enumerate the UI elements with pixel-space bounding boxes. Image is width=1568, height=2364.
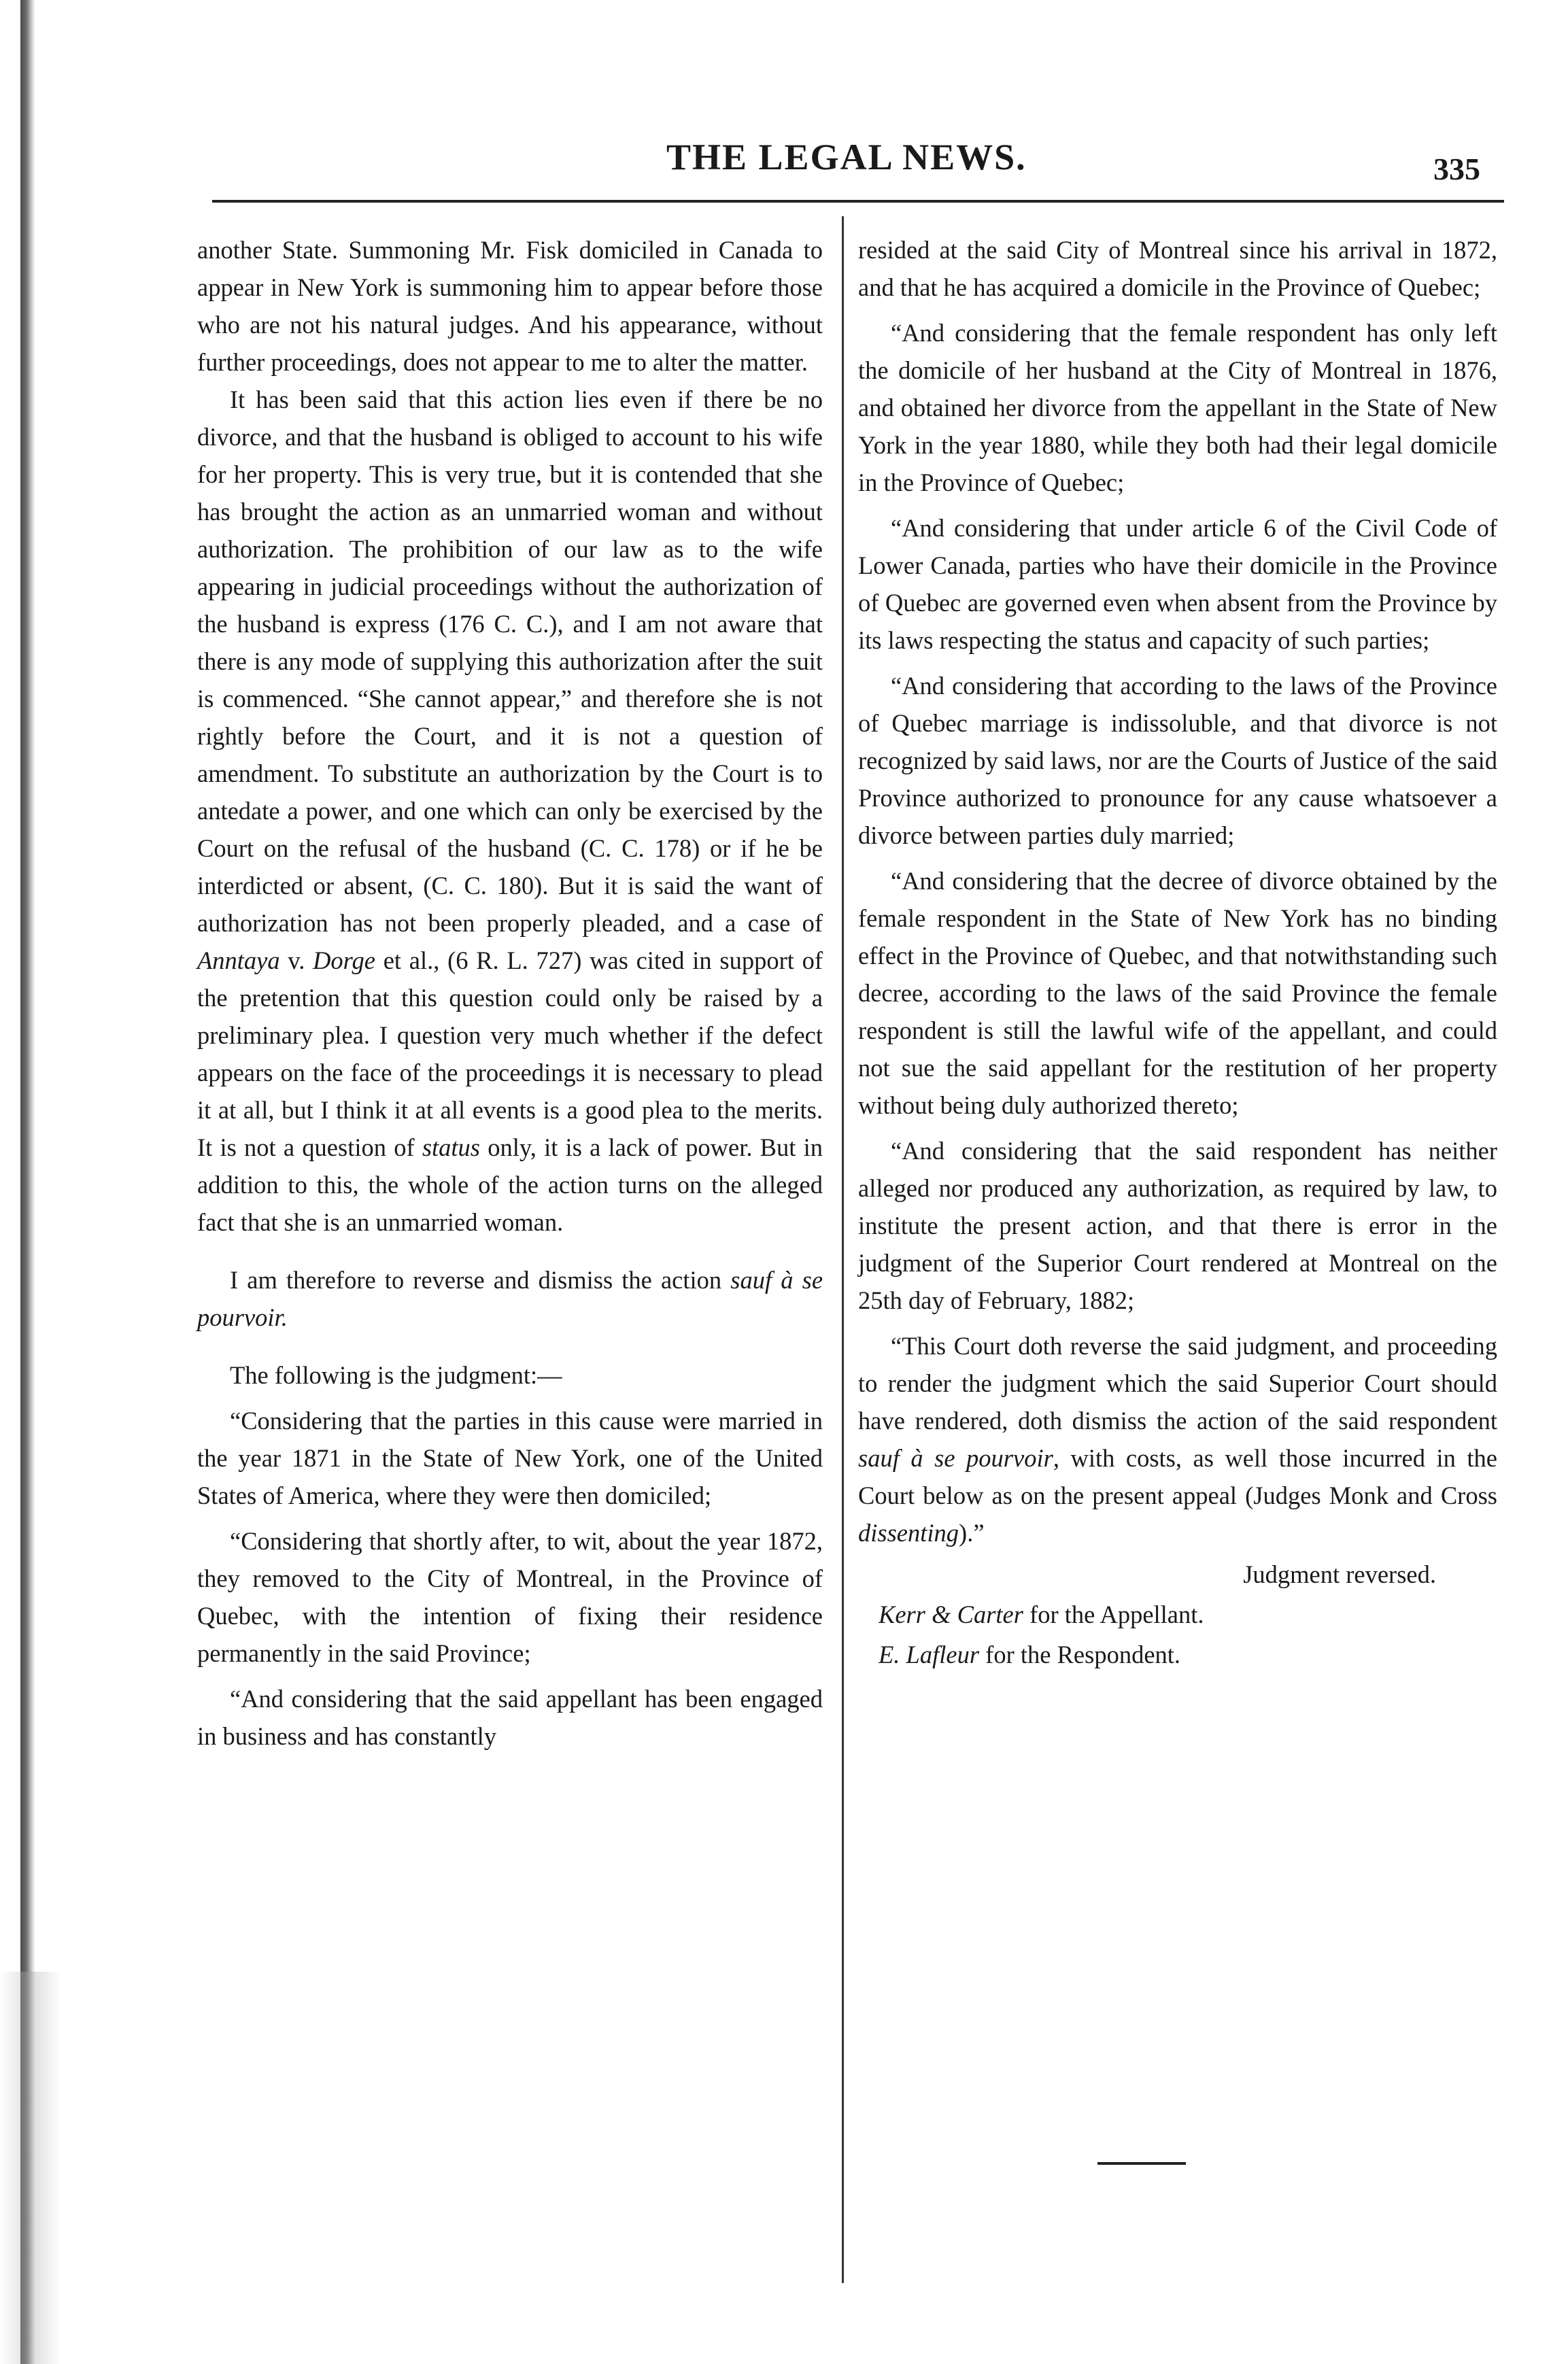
binding-shadow-lower xyxy=(0,1972,61,2364)
text-run: It has been said that this action lies even if there be no divorce, and that the husband is obliged to account to his wife for her property. This is very true, but it is contended that she has brought the action as an unmarried woman and without authorization. The prohibition of our law as to the wife appearing in judicial proceedings without the authorization of the husband is express (176 C. C.), and I am not aware that there is any mode of supplying this authorization after the suit is commenced. “She cannot appear,” and therefore she is not rightly before the Court, and it is not a question of amendment. To substitute an authorization by the Court is to antedate a power, and one which can only be exercised by the Court on the refusal of the husband (C. C. 178) or if he be interdicted or absent, (C. C. 180). But it is said the want of authorization has not been properly pleaded, and a case of xyxy=(197,386,823,937)
counsel-name: E. Lafleur xyxy=(879,1641,980,1668)
paragraph: resided at the said City of Montreal since his arrival in 1872, and that he has acquired a domicile in the Province of Quebec; xyxy=(858,236,1497,301)
case-name: Anntaya xyxy=(197,946,280,974)
italic-term: sauf à se pourvoir xyxy=(858,1444,1053,1472)
text-run: v. xyxy=(279,946,313,974)
paragraph: “And considering that the female respondent has only left the domicile of her husband at the City of Montreal in 1876, and obtained her divorce from the appellant in the State of New York in the year 1880, while they both had their legal domicile in the Province of Quebec; xyxy=(858,319,1497,496)
text-run: only, it is a lack of power. But in addition to this, the whole of the action turns on the alleged fact that she is an unmarried woman. xyxy=(197,1133,823,1236)
paragraph: “And considering that the said appellant has been engaged in business and has constantly xyxy=(197,1685,823,1750)
paragraph xyxy=(858,1327,1497,1552)
counsel-respondent xyxy=(858,1636,1497,1673)
paragraph: “And considering that under article 6 of the Civil Code of Lower Canada, parties who have their domicile in the Province of Quebec are governed even when absent from the Province by its laws respecting the status and capacity of such parties; xyxy=(858,514,1497,654)
left-column xyxy=(197,231,823,1755)
text-run: , with costs, as well those incurred in the Court below as on the present appeal (Judges Monk and Cross xyxy=(858,1444,1497,1509)
italic-term: status xyxy=(422,1133,481,1161)
paragraph: “Considering that shortly after, to wit, about the year 1872, they removed to the City of Montreal, in the Province of Quebec, with the intention of fixing their residence permanently in the said Province; xyxy=(197,1527,823,1667)
text-run: et al., (6 R. L. 727) was cited in support of the pretention that this question could only be raised by a preliminary plea. I question very much whether if the defect appears on the face of the proceedings it is necessary to plead it at all, but I think it at all events is a good plea to the merits. It is not a question of xyxy=(197,946,823,1161)
counsel-role: for the Respondent. xyxy=(979,1641,1181,1668)
judgment-result: Judgment reversed. xyxy=(1243,1560,1436,1588)
column-divider xyxy=(842,216,844,2283)
end-rule xyxy=(1097,2162,1186,2165)
paragraph: another State. Summoning Mr. Fisk domiciled in Canada to appear in New York is summoning him to appear before those who are not his natural judges. And his appearance, without further proceedings, does not appear to me to alter the matter. xyxy=(197,236,823,376)
paragraph: The following is the judgment:— xyxy=(230,1361,562,1389)
header-rule xyxy=(212,200,1504,203)
counsel-appellant xyxy=(858,1596,1497,1633)
paragraph xyxy=(197,1261,823,1336)
text-run: ).” xyxy=(959,1519,985,1547)
italic-term: dissenting xyxy=(858,1519,959,1547)
page-number: 335 xyxy=(1433,152,1480,186)
paragraph: “And considering that the said respondent has neither alleged nor produced any authorization, as required by law, to institute the present action, and that there is error in the judgment of the Superior Court rendered at Montreal on the 25th day of February, 1882; xyxy=(858,1137,1497,1314)
paragraph: “And considering that the decree of divorce obtained by the female respondent in the State of New York has no binding effect in the Province of Quebec, and that notwithstanding such decree, according to the laws of the said Province the female respondent is still the lawful wife of the appellant, and could not sue the said appellant for the restitution of her property without being duly authorized thereto; xyxy=(858,867,1497,1119)
text-run: “This Court doth reverse the said judgment, and proceeding to render the judgment which the said Superior Court should have rendered, doth dismiss the action of the said respondent xyxy=(858,1332,1497,1435)
paragraph xyxy=(197,381,823,1241)
journal-title: THE LEGAL NEWS. xyxy=(666,137,1027,177)
text-run: I am therefore to reverse and dismiss the action xyxy=(230,1266,731,1294)
counsel-role: for the Appellant. xyxy=(1023,1600,1204,1628)
right-column xyxy=(858,231,1497,1673)
italic-term: sauf à se pourvoir. xyxy=(197,1266,823,1331)
counsel-name: Kerr & Carter xyxy=(879,1600,1023,1628)
running-header xyxy=(0,136,1568,197)
case-name: Dorge xyxy=(313,946,375,974)
paragraph: “Considering that the parties in this cause were married in the year 1871 in the State of New York, one of the United States of America, where they were then domiciled; xyxy=(197,1407,823,1509)
paragraph: “And considering that according to the laws of the Province of Quebec marriage is indissoluble, and that divorce is not recognized by said laws, nor are the Courts of Justice of the said Province authorized to pronounce for any cause whatsoever a divorce between parties duly married; xyxy=(858,672,1497,849)
